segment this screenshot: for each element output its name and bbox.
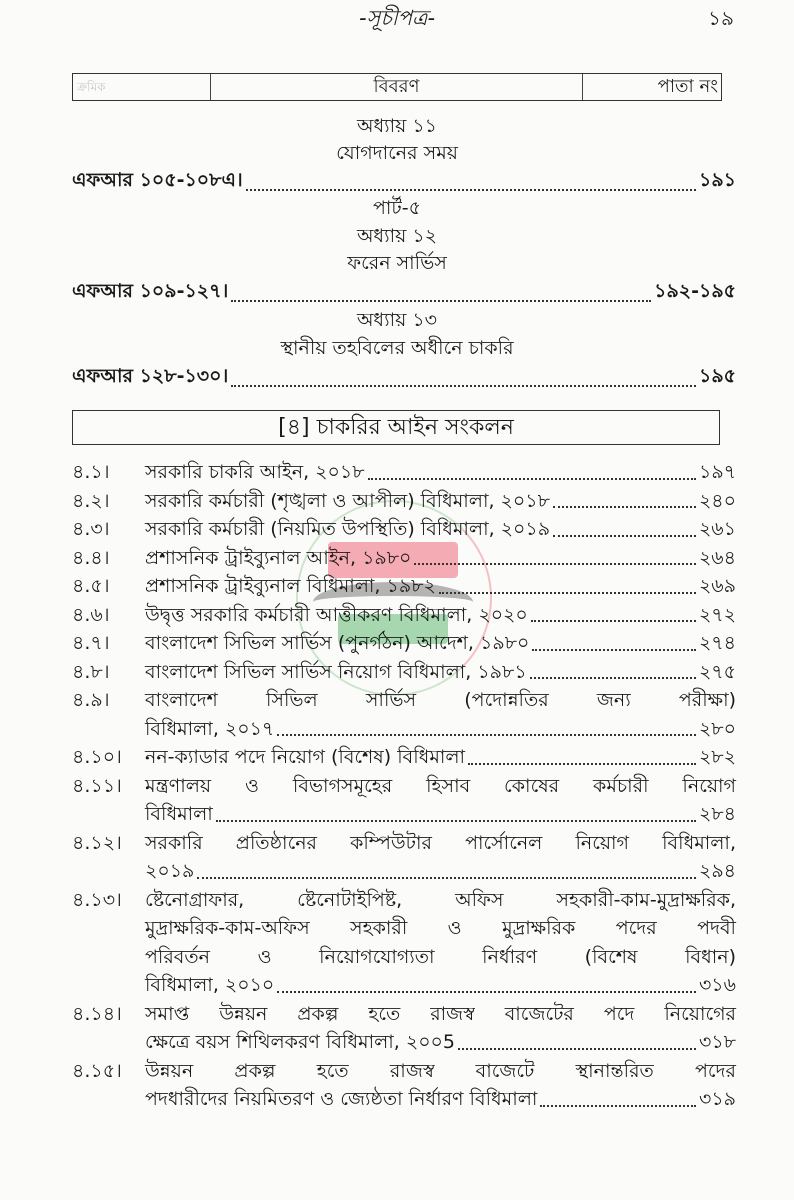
item-body: [145, 515, 736, 544]
item-body: [145, 686, 736, 743]
running-title: -সূচীপত্র-: [358, 6, 436, 30]
item-number: ৪.৪।: [72, 546, 110, 569]
item-text-line: বাংলাদেশ সিভিল সার্ভিস (পুনর্গঠন) আদেশ, ১৯৮০: [145, 632, 530, 654]
item-number: ৪.১২।: [72, 831, 122, 854]
dot-leader: [553, 535, 696, 537]
toc-item: [72, 886, 736, 1000]
item-last-line: [145, 1085, 736, 1114]
item-page: ২৮০: [698, 717, 736, 740]
item-text-line: সরকারি চাকরি আইন, ২০১৮: [145, 461, 365, 483]
item-text-line: পরিবর্তন ও নিয়োগযোগ্যতা নির্ধারণ (বিশেষ বিধান): [145, 945, 736, 968]
item-body: [145, 629, 736, 658]
item-number: ৪.২।: [72, 489, 110, 512]
toc-item: [72, 572, 736, 601]
toc-item: [72, 772, 736, 829]
toc-item: [72, 1057, 736, 1114]
item-number: ৪.১৩।: [72, 888, 122, 911]
item-last-line: [145, 1028, 736, 1057]
item-number: ৪.৭।: [72, 632, 110, 654]
toc-item: [72, 458, 736, 487]
item-body: [145, 572, 736, 601]
item-number: ৪.১৪।: [72, 1002, 122, 1025]
item-number: ৪.১১।: [72, 774, 122, 797]
item-text-line: ক্ষেত্রে বয়স শিথিলকরণ বিধিমালা, ২০০5: [145, 1031, 455, 1053]
toc-item-list: [72, 458, 736, 1114]
item-text-line: সরকারি প্রতিষ্ঠানের কম্পিউটার পার্সোনেল নিয়োগ বিধিমালা,: [145, 831, 736, 854]
dot-leader: [277, 734, 696, 736]
chapter-13-title: অধ্যায় ১৩: [356, 309, 438, 331]
chapter-11-title: অধ্যায় ১১: [356, 115, 437, 137]
item-number: ৪.৯।: [72, 689, 110, 711]
item-last-line: [145, 715, 736, 744]
item-last-line: [145, 487, 736, 516]
toc-item: [72, 629, 736, 658]
dot-leader: [197, 877, 696, 879]
item-text-line: ষ্টেনোগ্রাফার, ষ্টেনোটাইপিষ্ট, অফিস সহকারী-কাম-মুদ্রাক্ষরিক,: [145, 888, 736, 911]
item-page: ১৯৭: [698, 461, 736, 483]
item-last-line: [145, 458, 736, 487]
dot-leader: [231, 300, 651, 302]
dot-leader: [540, 1105, 696, 1107]
dot-leader: [458, 1048, 696, 1050]
part-5-title: পার্ট-৫: [373, 197, 421, 219]
section-title-box: [৪] চাকরির আইন সংকলন: [72, 410, 720, 445]
item-last-line: [145, 658, 736, 687]
item-page: ২৭৪: [698, 632, 736, 654]
chapter-11-subtitle: যোগদানের সময়: [336, 142, 458, 164]
dot-leader: [368, 478, 696, 480]
item-last-line: [145, 971, 736, 1000]
toc-item: [72, 1000, 736, 1057]
toc-entry: [72, 362, 736, 394]
item-page: ৩১৮: [698, 1031, 736, 1053]
item-text-line: সরকারি কর্মচারী (শৃঙ্খলা ও আপীল) বিধিমালা, ২০১৮: [145, 489, 550, 512]
dot-leader: [468, 763, 696, 765]
dot-leader: [216, 820, 696, 822]
table-header: [72, 73, 722, 101]
item-number: ৪.৩।: [72, 518, 110, 540]
item-text-line: প্রশাসনিক ট্রাইব্যুনাল আইন, ১৯৮০: [145, 546, 412, 569]
item-text-line: নন-ক্যাডার পদে নিয়োগ (বিশেষ) বিধিমালা: [145, 746, 466, 768]
item-page: ২৭৫: [698, 660, 736, 683]
chapter-13-subtitle: স্থানীয় তহবিলের অধীনে চাকরি: [280, 337, 514, 359]
item-body: [145, 601, 736, 630]
item-page: ২৭২: [698, 603, 736, 626]
item-number: ৪.১৫।: [72, 1059, 122, 1082]
item-text-line: পদধারীদের নিয়মিতরণ ও জ্যেষ্ঠতা নির্ধারণ বিধিমালা: [145, 1088, 538, 1110]
entry-label: এফআর ১০৫-১০৮এ।: [72, 169, 243, 191]
dot-leader: [531, 620, 696, 622]
toc-item: [72, 829, 736, 886]
toc-item: [72, 515, 736, 544]
item-text-line: সরকারি কর্মচারী (নিয়মিত উপস্থিতি) বিধিমালা, ২০১৯: [145, 518, 551, 540]
dot-leader: [414, 563, 696, 565]
item-last-line: [145, 515, 736, 544]
item-body: [145, 1057, 736, 1114]
dot-leader: [532, 649, 696, 651]
item-last-line: [145, 601, 736, 630]
item-page: ৩১৯: [698, 1088, 736, 1110]
dot-leader: [231, 385, 696, 387]
chapter-12-subtitle: ফরেন সার্ভিস: [347, 252, 447, 274]
item-text-line: বাংলাদেশ সিভিল সার্ভিস নিয়োগ বিধিমালা, ১৯৮১: [145, 660, 527, 683]
item-last-line: [145, 629, 736, 658]
item-last-line: [145, 800, 736, 829]
item-number: ৪.১।: [72, 461, 110, 483]
dot-leader: [277, 991, 696, 993]
item-body: [145, 458, 736, 487]
item-page: ২৬৪: [698, 546, 736, 569]
dot-leader: [530, 677, 696, 679]
item-text-line: বাংলাদেশ সিভিল সার্ভিস (পদোন্নতির জন্য পরীক্ষা): [145, 689, 736, 711]
item-text-line: সমাপ্ত উন্নয়ন প্রকল্প হতে রাজস্ব বাজেটের পদে নিয়োগের: [145, 1002, 736, 1025]
entry-label: এফআর ১২৮-১৩০।: [72, 365, 229, 387]
item-last-line: [145, 572, 736, 601]
dot-leader: [553, 506, 696, 508]
header-description: বিবরণ: [211, 74, 583, 100]
dot-leader: [439, 592, 696, 594]
item-body: [145, 772, 736, 829]
entry-label: এফআর ১০৯-১২৭।: [72, 280, 229, 302]
chapter-12-title: অধ্যায় ১২: [356, 225, 438, 247]
item-text-line: বিধিমালা, ২০১৭: [145, 717, 275, 740]
toc-entry: [72, 277, 736, 309]
item-text-line: বিধিমালা, ২০১০: [145, 974, 275, 996]
header-serial: ক্রমিক: [73, 74, 211, 100]
item-text-line: মুদ্রাক্ষরিক-কাম-অফিস সহকারী ও মুদ্রাক্ষরিক পদের পদবী: [145, 917, 736, 939]
item-last-line: [145, 743, 736, 772]
item-last-line: [145, 857, 736, 886]
toc-item: [72, 743, 736, 772]
item-body: [145, 1000, 736, 1057]
item-number: ৪.৫।: [72, 575, 110, 597]
item-body: [145, 487, 736, 516]
page-number: ১৯: [708, 6, 734, 30]
toc-item: [72, 487, 736, 516]
item-last-line: [145, 544, 736, 573]
item-body: [145, 544, 736, 573]
item-text-line: প্রশাসনিক ট্রাইব্যুনাল বিধিমালা, ১৯৮২: [145, 575, 436, 597]
item-text-line: বিধিমালা: [145, 803, 213, 825]
item-page: ২৮২: [698, 746, 736, 768]
item-page: ২৯৪: [698, 860, 736, 882]
item-body: [145, 829, 736, 886]
header-page-no: পাতা নং: [657, 76, 718, 97]
dot-leader: [246, 189, 696, 191]
item-text-line: মন্ত্রণালয় ও বিভাগসমূহের হিসাব কোষের কর্মচারী নিয়োগ: [145, 774, 736, 797]
item-page: ২৬৯: [698, 575, 736, 597]
item-text-line: উদ্বৃত্ত সরকারি কর্মচারী আত্তীকরণ বিধিমালা, ২০২০: [145, 603, 528, 626]
item-body: [145, 658, 736, 687]
toc-item: [72, 686, 736, 743]
item-page: ২৬১: [698, 518, 736, 540]
entry-page: ১৯২-১৯৫: [654, 280, 736, 302]
item-number: ৪.৮।: [72, 660, 110, 683]
item-page: ২৪০: [698, 489, 736, 512]
item-text-line: ২০১৯: [145, 860, 195, 882]
item-number: ৪.৬।: [72, 603, 110, 626]
item-number: ৪.১০।: [72, 746, 122, 768]
item-page: ২৮৪: [698, 803, 736, 825]
toc-item: [72, 601, 736, 630]
item-page: ৩১৬: [698, 974, 736, 996]
item-text-line: উন্নয়ন প্রকল্প হতে রাজস্ব বাজেটে স্থানান্তরিত পদের: [145, 1059, 736, 1082]
item-body: [145, 743, 736, 772]
entry-page: ১৯৫: [699, 365, 736, 387]
entry-page: ১৯১: [699, 169, 736, 191]
toc-item: [72, 544, 736, 573]
item-body: [145, 886, 736, 1000]
toc-item: [72, 658, 736, 687]
